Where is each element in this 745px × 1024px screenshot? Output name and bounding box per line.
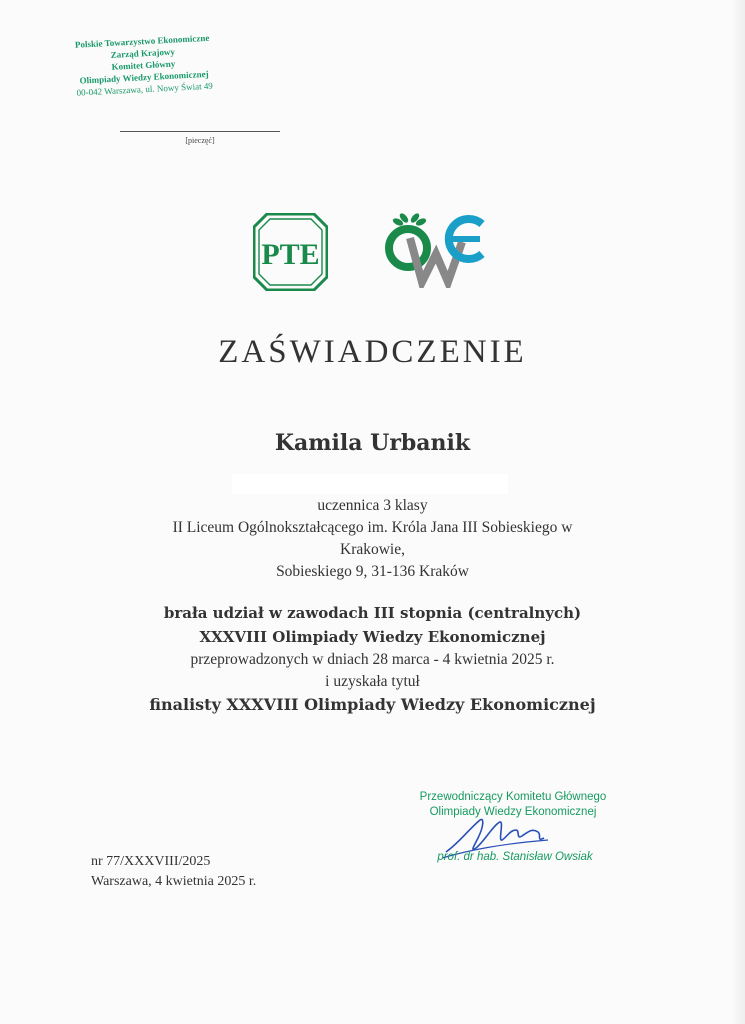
owe-logo: [382, 210, 490, 288]
body-line-dates: przeprowadzonych w dniach 28 marca - 4 kwietnia 2025 r.: [190, 651, 555, 668]
recipient-name: Kamila Urbanik: [274, 430, 471, 456]
stamp-label: [pieczęć]: [185, 136, 215, 145]
stamp-line-2: Zarząd Krajowy: [110, 46, 176, 60]
stamp-line-3: Komitet Główny: [111, 58, 176, 72]
issue-place-date: Warszawa, 4 kwietnia 2025 r.: [91, 874, 257, 889]
body-line-class: uczennica 3 klasy: [317, 497, 428, 514]
body-line-city: Krakowie,: [340, 541, 405, 558]
signatory-role-line-2: Olimpiady Wiedzy Ekonomicznej: [429, 806, 597, 818]
certificate-title: ZAŚWIADCZENIE: [218, 334, 527, 370]
reference-block: [91, 852, 256, 892]
signatory-name: prof. dr hab. Stanisław Owsiak: [437, 851, 593, 863]
stamp-underline: [120, 131, 280, 132]
body-line-address: Sobieskiego 9, 31-136 Kraków: [276, 563, 469, 580]
signatory-role-line-1: Przewodniczący Komitetu Głównego: [419, 791, 607, 803]
body-line-finalist: finalisty XXXVIII Olimpiady Wiedzy Ekonomicznej: [149, 695, 596, 714]
body-line-participation: brała udział w zawodach III stopnia (centralnych): [163, 604, 582, 622]
stamp-line-4: Olimpiady Wiedzy Ekonomicznej: [79, 68, 209, 86]
body-line-olympiad: XXXVIII Olimpiady Wiedzy Ekonomicznej: [199, 628, 546, 646]
pte-logo: [253, 213, 328, 291]
reference-number: nr 77/XXXVIII/2025: [91, 854, 211, 869]
body-line-school: II Liceum Ogólnokształcącego im. Króla Jana III Sobieskiego w: [172, 519, 573, 536]
pte-logo-text: PTE: [261, 238, 320, 271]
organization-stamp: [52, 31, 235, 100]
body-line-title-intro: i uzyskała tytuł: [325, 673, 420, 690]
owe-letter-o: [389, 229, 427, 267]
laurel-icon: [392, 212, 428, 227]
redacted-field: [232, 474, 508, 494]
owe-letter-w: [410, 238, 462, 282]
stamp-address: 00-042 Warszawa, ul. Nowy Świat 49: [76, 80, 214, 98]
stamp-line-1: Polskie Towarzystwo Ekonomiczne: [74, 32, 210, 50]
